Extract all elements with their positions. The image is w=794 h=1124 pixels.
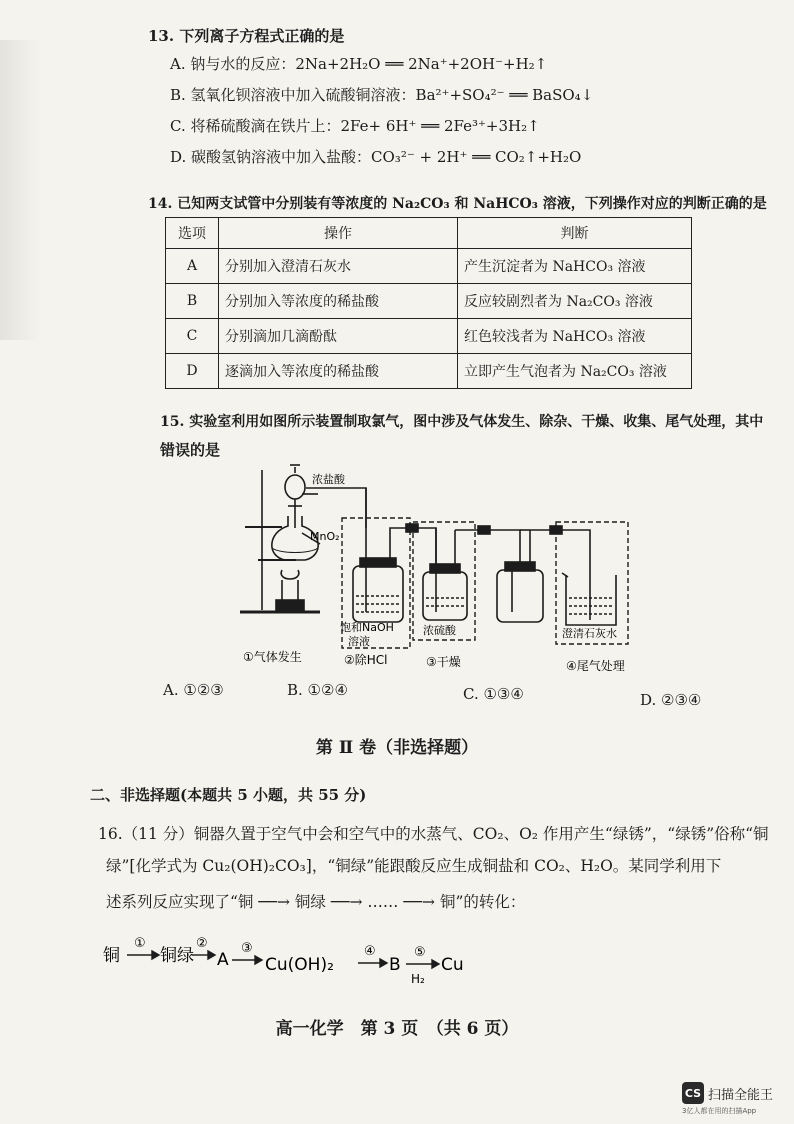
q13-option-b: B. 氢氧化钡溶液中加入硫酸铜溶液：Ba²⁺+SO₄²⁻ ══ BaSO₄↓: [170, 86, 594, 104]
row-option: B: [166, 284, 219, 319]
q13-option-c: C. 将稀硫酸滴在铁片上：2Fe+ 6H⁺ ══ 2Fe³⁺+3H₂↑: [170, 117, 540, 135]
part2-heading: 二、非选择题(本题共 5 小题，共 55 分): [90, 786, 367, 804]
row-operation: 分别加入等浓度的稀盐酸: [219, 284, 458, 319]
row-operation: 分别滴加几滴酚酞: [219, 319, 458, 354]
header-operation: 操作: [219, 218, 458, 249]
scanner-app-name: 扫描全能王: [708, 1087, 774, 1103]
q15-stem-line1: 15. 实验室利用如图所示装置制取氯气，图中涉及气体发生、除杂、干燥、收集、尾气处理，其中: [160, 414, 764, 430]
header-judgement: 判断: [458, 218, 692, 249]
chain-h2: H₂: [411, 972, 425, 986]
q13-stem: 13. 下列离子方程式正确的是: [148, 27, 345, 45]
row-judgement: 产生沉淀者为 NaHCO₃ 溶液: [458, 249, 692, 284]
q15-choice-b: B. ①②④: [287, 681, 348, 699]
q15-choice-d: D. ②③④: [640, 691, 702, 709]
chain-step1: ①: [134, 936, 146, 951]
chain-cu: Cu: [441, 955, 464, 975]
label-conc-hcl: 浓盐酸: [312, 473, 345, 486]
row-judgement: 立即产生气泡者为 Na₂CO₃ 溶液: [458, 354, 692, 389]
q13-option-d: D. 碳酸氢钠溶液中加入盐酸：CO₃²⁻ + 2H⁺ ══ CO₂↑+H₂O: [170, 148, 582, 166]
q15-choice-a: A. ①②③: [163, 681, 224, 699]
label-limewater: 澄清石灰水: [562, 627, 617, 640]
label-step4: ④尾气处理: [566, 659, 625, 673]
header-option: 选项: [166, 218, 219, 249]
chain-verdigris: 铜绿: [160, 946, 194, 966]
label-step2: ②除HCl: [344, 653, 388, 667]
chain-a: A: [217, 950, 229, 970]
q15-stem-line2: 错误的是: [160, 441, 221, 459]
scanner-tagline: 3亿人都在用的扫描App: [682, 1107, 757, 1115]
q15-choice-c: C. ①③④: [463, 685, 524, 703]
chain-step2: ②: [196, 936, 208, 951]
q14-stem: 14. 已知两支试管中分别装有等浓度的 Na₂CO₃ 和 NaHCO₃ 溶液，下列操作对应的判断正确的是: [148, 196, 767, 212]
q16-line1: 16.（11 分）铜器久置于空气中会和空气中的水蒸气、CO₂、O₂ 作用产生“绿锈”，“绿锈”俗称“铜: [98, 825, 769, 843]
scanner-logo-icon: CS: [682, 1082, 704, 1104]
chain-step3: ③: [241, 941, 253, 956]
label-naoh-line2: 溶液: [348, 635, 370, 648]
label-naoh-line1: 饱和NaOH: [340, 621, 394, 634]
chain-b: B: [389, 955, 401, 975]
chain-cuoh2: Cu(OH)₂: [265, 955, 334, 975]
row-option: A: [166, 249, 219, 284]
label-step3: ③干燥: [426, 655, 461, 669]
scanner-watermark: [682, 1082, 774, 1115]
chain-step5: ⑤: [414, 945, 426, 960]
row-operation: 逐滴加入等浓度的稀盐酸: [219, 354, 458, 389]
row-option: D: [166, 354, 219, 389]
label-mno2: MnO₂: [310, 530, 340, 543]
chain-step4: ④: [364, 944, 376, 959]
q16-line2: 绿”[化学式为 Cu₂(OH)₂CO₃]，“铜绿”能跟酸反应生成铜盐和 CO₂、H₂O。某同学利用下: [106, 857, 722, 875]
q13-option-a: A. 钠与水的反应：2Na+2H₂O ══ 2Na⁺+2OH⁻+H₂↑: [170, 55, 548, 73]
section-title: 第 Ⅱ 卷（非选择题）: [315, 738, 479, 758]
label-step1: ①气体发生: [243, 650, 302, 664]
row-judgement: 红色较浅者为 NaHCO₃ 溶液: [458, 319, 692, 354]
row-operation: 分别加入澄清石灰水: [219, 249, 458, 284]
row-option: C: [166, 319, 219, 354]
page-footer: 高一化学 第 3 页 （共 6 页）: [275, 1019, 519, 1039]
label-conc-h2so4: 浓硫酸: [423, 624, 456, 637]
row-judgement: 反应较剧烈者为 Na₂CO₃ 溶液: [458, 284, 692, 319]
q16-line3: 述系列反应实现了“铜 ──→ 铜绿 ──→ …… ──→ 铜”的转化：: [106, 893, 526, 911]
chain-copper: 铜: [103, 946, 120, 966]
